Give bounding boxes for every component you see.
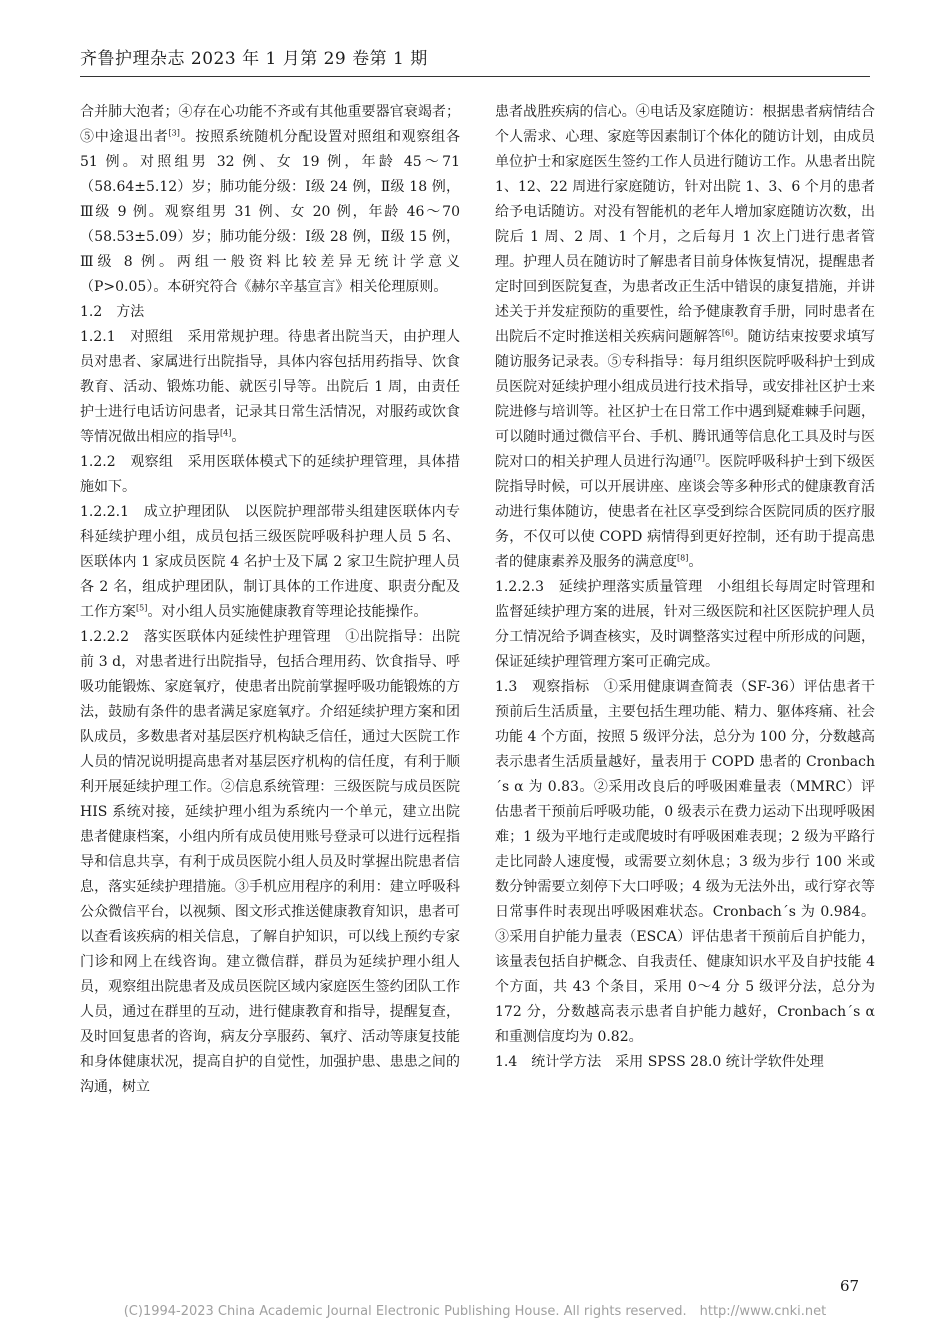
section-1-2-2-3: 1.2.2.3 延续护理落实质量管理 小组组长每周定时管理和监督延续护理方案的进展，针对三级医院和社区医院护理人员分工情况给予调查核实，及时调整落实过程中所形成的问题，保证延续护理管理方案可正确完成。 — [495, 579, 875, 670]
section-1-2-1 — [80, 325, 460, 450]
section-1-2-2: 1.2.2 观察组 采用医联体模式下的延续护理管理，具体措施如下。 — [80, 454, 460, 495]
journal-header: 齐鲁护理杂志 2023 年 1 月第 29 卷第 1 期 — [80, 49, 428, 69]
section-1-2-heading: 1.2 方法 — [80, 304, 145, 320]
header-rule — [80, 76, 870, 77]
left-column — [80, 100, 460, 1100]
paragraph-follow-up — [495, 100, 875, 575]
text: 患者战胜疾病的信心。④电话及家庭随访：根据患者病情结合个人需求、心理、家庭等因素制订个体化的随访计划，由成员单位护士和家庭医生签约工作人员进行随访工作。从患者出院 1、12、22 周进行家庭随访，针对出院 1、3、6 个月的患者给予电话随访。对没有智能机的老年人增加家庭随访次数，出院后 1 周、2 周、1 个月，之后每月 1 次上门进行患者管理。护理人员在随访时了解患者目前身体恢复情况，提醒患者定时回到医院复查，为患者改正生活中错误的康复措施，并讲述关于并发症预防的重要性，给予健康教育手册，同时患者在出院后不定时推送相关疾病问题解答 — [495, 104, 875, 345]
text: 。随访结束按要求填写随访服务记录表。⑤专科指导：每月组织医院呼吸科护士到成员医院对延续护理小组成员进行技术指导，或安排社区护士来院进修与培训等。社区护士在日常工作中遇到疑难棘手问题，可以随时通过微信平台、手机、腾讯通等信息化工具及时与医院对口的相关护理人员进行沟通 — [495, 329, 876, 470]
text: 。 — [688, 554, 703, 570]
citation[interactable]: [6] — [721, 328, 734, 338]
citation[interactable]: [8] — [677, 553, 689, 563]
citation[interactable]: [3] — [168, 128, 180, 138]
section-1-2-2-2: 1.2.2.2 落实医联体内延续性护理管理 ①出院指导：出院前 3 d，对患者进行出院指导，包括合理用药、饮食指导、呼吸功能锻炼、家庭氧疗，使患者出院前掌握呼吸功能锻炼的方法，鼓励有条件的患者满足家庭氧疗。介绍延续护理方案和团队成员，多数患者对基层医疗机构缺乏信任，通过大医院工作人员的情况说明提高患者对基层医疗机构的信任度，有利于顺利开展延续护理工作。②信息系统管理：三级医院与成员医院 HIS 系统对接，延续护理小组为系统内一个单元，建立出院患者健康档案，小组内所有成员使用账号登录可以进行远程指导和信息共享，有利于成员医院小组人员及时掌握出院患者信息，落实延续护理措施。③手机应用程序的利用：建立呼吸科公众微信平台，以视频、图文形式推送健康教育知识，患者可以查看该疾病的相关信息，了解自护知识，可以线上预约专家门诊和网上在线咨询。建立微信群，群员为延续护理小组人员，观察组出院患者及成员医院区域内家庭医生签约团队工作人员，通过在群里的互动，进行健康教育和指导，提醒复查，及时回复患者的咨询，病友分享服药、氧疗、活动等康复技能和身体健康状况，提高自护的自觉性，加强护患、患患之间的沟通，树立 — [80, 629, 460, 1095]
text: 。 — [231, 429, 246, 445]
citation[interactable]: [7] — [693, 453, 705, 463]
paragraph-exclusion-criteria — [80, 100, 460, 300]
section-1-3: 1.3 观察指标 ①采用健康调查简表（SF-36）评估患者干预前后生活质量，主要包括生理功能、精力、躯体疼痛、社会功能 4 个方面，按照 5 级评分法，总分为 100 分，分数越高表示患者生活质量越好，量表用于 COPD 患者的 Cronbach´s α 为 0.83。②采用改良后的呼吸困难量表（MMRC）评估患者干预前后呼吸功能，0 级表示在费力运动下出现呼吸困难；1 级为平地行走或爬坡时有呼吸困难表现；2 级为平路行走比同龄人速度慢，或需要立刻休息；3 级为步行 100 米或数分钟需要立刻停下大口呼吸；4 级为无法外出，或行穿衣等日常事件时表现出呼吸困难状态。Cronbach´s 为 0.984。③采用自护能力量表（ESCA）评估患者干预前后自护能力，该量表包括自护概念、自我责任、健康知识水平及自护技能 4 个方面，共 43 个条目，采用 0～4 分 5 级评分法，总分为 172 分，分数越高表示患者自护能力越好，Cronbach´s α 和重测信度均为 0.82。 — [495, 679, 875, 1045]
text: 1.2.2.1 成立护理团队 以医院护理部带头组建医联体内专科延续护理小组，成员包括三级医院呼吸科护理人员 5 名、医联体内 1 家成员医院 4 名护士及下属 2 家卫生院护理人员各 2 名，组成护理团队，制订具体的工作进度、职责分配及工作方案 — [80, 504, 460, 620]
copyright-line: (C)1994-2023 China Academic Journal Electronic Publishing House. All rights reserved. http://www.cnki.net — [123, 1304, 827, 1319]
text: 。按照系统随机分配设置对照组和观察组各 51 例。对照组男 32 例、女 19 例，年龄 45～71（58.64±5.12）岁；肺功能分级：Ⅰ级 24 例，Ⅱ级 18 例，Ⅲ级 9 例。观察组男 31 例、女 20 例，年龄 46～70（58.53±5.09）岁；肺功能分级：Ⅰ级 28 例，Ⅱ级 15 例，Ⅲ级 8 例。两组一般资料比较差异无统计学意义（P>0.05）。本研究符合《赫尔辛基宣言》相关伦理原则。 — [80, 129, 461, 295]
citation[interactable]: [4] — [220, 428, 232, 438]
section-1-4: 1.4 统计学方法 采用 SPSS 28.0 统计学软件处理 — [495, 1054, 824, 1070]
page-number: 67 — [840, 1277, 860, 1295]
text: 。对小组人员实施健康教育等理论技能操作。 — [147, 604, 428, 620]
text: 合并肺大泡者；④存在心功能不齐或有其他重要器官衰竭者；⑤中途退出者 — [80, 104, 460, 145]
section-1-2-2-1 — [80, 500, 460, 625]
text: 1.2.1 对照组 采用常规护理。待患者出院当天，由护理人员对患者、家属进行出院指导，具体内容包括用药指导、饮食教育、活动、锻炼功能、就医引导等。出院后 1 周，由责任护士进行电话访问患者，记录其日常生活情况，对服药或饮食等情况做出相应的指导 — [80, 329, 460, 445]
citation[interactable]: [5] — [136, 603, 148, 613]
text: 。医院呼吸科护士到下级医院指导时候，可以开展讲座、座谈会等多种形式的健康教育活动进行集体随访，使患者在社区享受到综合医院同质的医疗服务，不仅可以使 COPD 病情得到更好控制，还有助于提高患者的健康素养及服务的满意度 — [495, 454, 876, 570]
right-column — [495, 100, 875, 1075]
